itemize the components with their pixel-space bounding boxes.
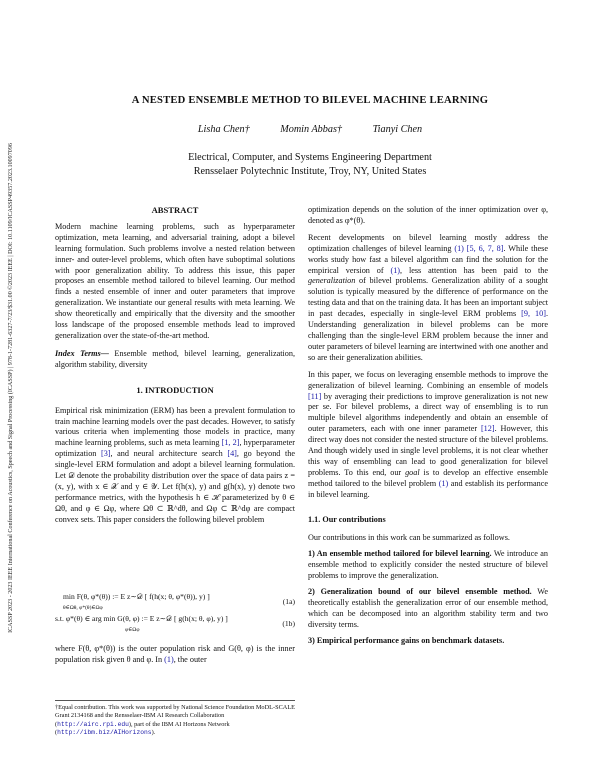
paragraph: optimization depends on the solution of the inner optimization over φ, denoted as φ*(θ). xyxy=(308,205,548,225)
footnote-link[interactable]: http://ibm.biz/AIHorizons xyxy=(57,729,152,737)
citation-link[interactable]: [9, 10] xyxy=(521,309,546,319)
doi-text: ICASSP 2023 - 2023 IEEE International Conference on Acoustics, Speech and Signal Processing (ICASSP) | 978-1-7281-6327-7/23/$31.00 ©2023 IEEE | DOI: 10.1109/ICASSP49357.2023.10097096 xyxy=(8,143,14,633)
contribution-title: 3) Empirical performance gains on benchmark datasets. xyxy=(308,635,505,645)
contribution-item xyxy=(308,549,548,582)
paragraph: Our contributions in this work can be summarized as follows. xyxy=(308,533,510,543)
paragraph xyxy=(308,370,548,501)
equation-text: min F(θ, φ*(θ)) := E z∼𝒟 [ f(h(x; θ, φ*(θ)), y) ] xyxy=(63,592,210,601)
abstract-text: Modern machine learning problems, such as hyperparameter optimization, meta learning, and adversarial training, adopt a bilevel learning formulation. Such problems involve a nested relation between inner- and outer-level problems, which often have suboptimal solutions with poor generalization ability. To address this issue, this paper proposes an ensemble method tailored to bilevel learning. Our method finds a nested ensemble of inner and outer parameters that improve generalization. We instantiate our general results with meta learning. We show theoretically and empirically that the diversity and the smoother loss landscape of the proposed ensemble methods lead to improved generalization over the state-of-the-art method. xyxy=(55,221,295,340)
affiliation-line: Rensselaer Polytechnic Institute, Troy, NY, United States xyxy=(193,166,427,177)
author: Momin Abbas† xyxy=(280,124,343,135)
text-run: Empirical risk minimization (ERM) has been a prevalent formulation to train machine learning models over the past decades. However, to satisfy various criteria when implementing those models in practice, many machine learning problems, such as meta learning xyxy=(55,405,295,448)
equation-subscript: φ∈Ωφ xyxy=(125,627,140,633)
text-run: ). xyxy=(151,729,156,737)
emphasis: generalization xyxy=(308,276,356,286)
subsection-heading: 1.1. Our contributions xyxy=(308,514,386,524)
text-run: We introduce an ensemble method to explicitly consider the nested structure of bilevel problems to improve the generalization. xyxy=(308,549,548,581)
equation-tag: (1b) xyxy=(282,619,295,628)
contribution-title: 2) Generalization bound of our bilevel ensemble method. xyxy=(308,587,532,597)
text-run: , less attention has been paid to the xyxy=(400,265,548,275)
doi-sidebar xyxy=(0,0,22,776)
citation-link[interactable]: [11] xyxy=(308,391,322,401)
text-run: . Understanding generalization in bilevel problems can be more challenging than the single-level ERM problem because the inner and outer parameters of bilevel learning are intertwined with one another and so are their generalization abilities. xyxy=(308,309,548,362)
citation-link[interactable]: [3] xyxy=(100,449,111,459)
index-terms xyxy=(55,349,295,371)
citation-link[interactable]: [12] xyxy=(480,424,495,434)
emphasis: goal xyxy=(405,467,420,477)
author: Lisha Chen† xyxy=(197,124,250,135)
paragraph xyxy=(308,233,548,364)
abstract-heading: ABSTRACT xyxy=(151,205,199,215)
citation-link[interactable]: [1, 2] xyxy=(221,438,240,448)
equation-text: s.t. φ*(θ) ∈ arg min G(θ, φ) := E z∼𝒟 [ g(h(x; θ, φ), y) ] xyxy=(55,614,228,623)
equation-tag: (1a) xyxy=(282,597,295,606)
index-terms-label: Index Terms— xyxy=(55,348,109,358)
author-list xyxy=(40,124,580,135)
citation-link[interactable]: (1) xyxy=(438,478,449,488)
text-run: ), part of the IBM AI Horizons Network ( xyxy=(55,720,230,737)
text-run: is to develop an effective ensemble method tailored to the bilevel problem xyxy=(308,467,548,488)
contribution-title: 1) An ensemble method tailored for bilevel learning. xyxy=(308,549,492,559)
author: Tianyi Chen xyxy=(372,124,423,135)
equation-1a xyxy=(55,594,295,609)
intro-paragraph xyxy=(55,406,295,526)
text-run: Recent developments on bilevel learning mostly address the optimization challenges of bilevel learning xyxy=(308,232,548,253)
citation-link[interactable]: [5, 6, 7, 8] xyxy=(463,243,504,253)
text-run: . While these works study how fast a bilevel algorithm can find the solution for the empirical version of xyxy=(308,243,548,275)
intro-paragraph xyxy=(55,644,295,666)
equation-1b xyxy=(55,616,295,631)
citation-link[interactable]: (1) xyxy=(390,265,401,275)
text-run: . However, this direct way does not consider the nested structure of the bilevel problems. And though widely used in single level problems, it is not clear whether this way of ensembling can lead to good generalization for bilevel problems. To this end, our xyxy=(308,424,548,477)
paper-title: A NESTED ENSEMBLE METHOD TO BILEVEL MACHINE LEARNING xyxy=(131,95,489,106)
intro-continued xyxy=(55,644,295,666)
citation-link[interactable]: (1) xyxy=(454,243,464,253)
footnote xyxy=(55,700,295,738)
right-column xyxy=(308,205,548,647)
contribution-item xyxy=(308,587,548,631)
index-terms-text: Ensemble method, bilevel learning, generalization, algorithm stability, diversity xyxy=(55,348,295,369)
text-run: by averaging their predictions to improve generalization is not new per se. For bilevel problems, a direct way of ensembling is to run multiple bilevel algorithms independently and obtain an ensemble of outer parameters, each with one inner parameter xyxy=(308,391,548,434)
left-column xyxy=(55,205,295,526)
text-run: , and neural architecture search xyxy=(110,449,228,459)
footnote-link[interactable]: http://airc.rpi.edu xyxy=(57,720,129,728)
citation-link[interactable]: [4] xyxy=(227,449,237,459)
citation-link[interactable]: (1) xyxy=(164,654,174,664)
intro-heading: 1. INTRODUCTION xyxy=(136,384,214,395)
text-run: and establish its performance in bilevel learning. xyxy=(308,478,548,499)
text-run: where F(θ, φ*(θ)) is the outer population risk and G(θ, φ) is the inner population risk given θ and φ. In xyxy=(55,644,295,664)
text-run: In this paper, we focus on leveraging ensemble methods to improve the generalization of bilevel learning. Combining an ensemble of models xyxy=(308,369,548,390)
text-run: , go beyond the single-level ERM formulation and adopt a bilevel learning formulation. Let 𝒟 denote the probability distribution over the space of data pairs z = (x, y), with x ∈ 𝒳 and y ∈ 𝒴. Let f(h(x), y) and g(h(x), y) denote two performance metrics, with the hypothesis h ∈ ℋ parameterized by θ ∈ Ωθ, and φ ∈ Ωφ, where Ωθ ⊂ ℝ^dθ, and Ωφ ⊂ ℝ^dφ are compact convex sets. This paper considers the following bilevel problem xyxy=(55,449,295,524)
text-run: We theoretically establish the generalization error of our ensemble method, which can be decomposed into an algorithm stability term and two diversity terms. xyxy=(308,587,549,629)
text-run: of bilevel problems. Generalization ability of a sought solution is typically measured by the difference of performance on the testing data and that on the training data. It has been an important subject in past decades, especially in single-level ERM problems xyxy=(308,276,548,319)
affiliation xyxy=(40,151,580,179)
contribution-item xyxy=(308,636,548,647)
equation-block xyxy=(55,594,295,631)
text-run: †Equal contribution. This work was supported by National Science Foundation MoDL-SCALE Grant 2134168 and the Rensselaer-IBM AI Research Collaboration ( xyxy=(55,704,296,728)
affiliation-line: Electrical, Computer, and Systems Engineering Department xyxy=(188,152,432,163)
equation-subscript: θ∈Ωθ, φ*(θ)∈Ωφ xyxy=(63,605,103,611)
text-run: , hyperparameter optimization xyxy=(55,438,295,459)
text-run: , the outer xyxy=(173,654,207,664)
